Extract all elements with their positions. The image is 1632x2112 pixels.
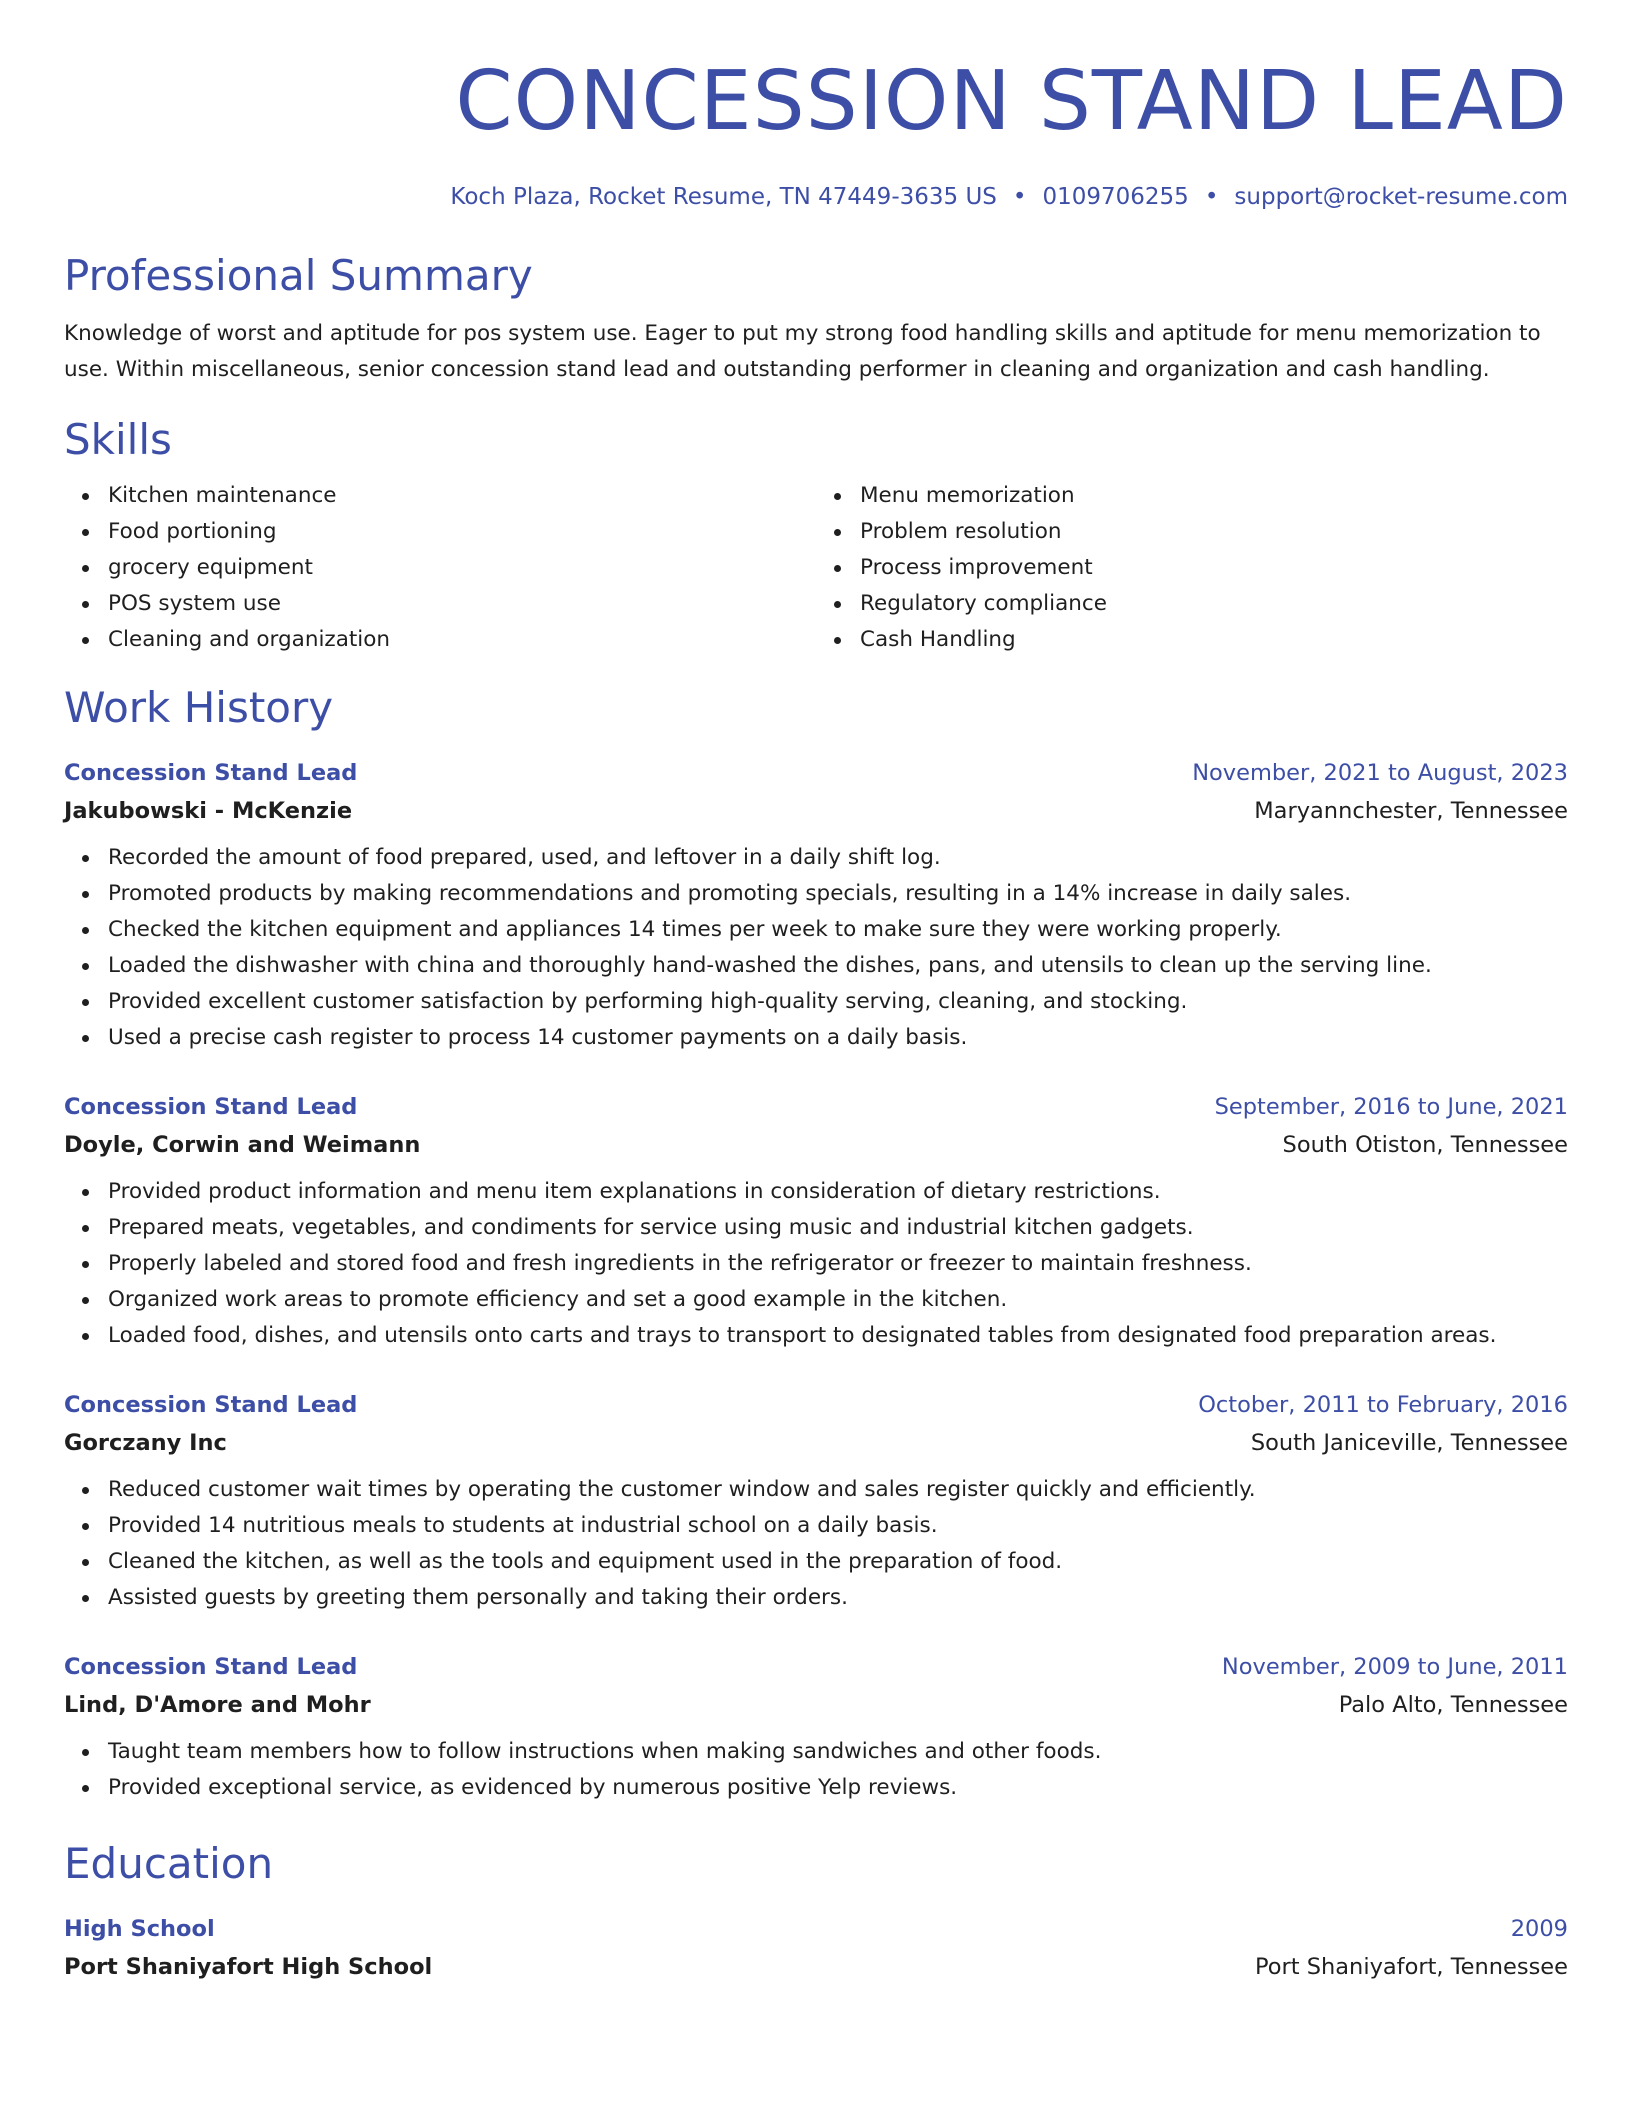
job-bullet: Organized work areas to promote efficiency and set a good example in the kitchen. <box>108 1282 1568 1318</box>
job-title: Concession Stand Lead <box>64 1654 358 1680</box>
job-employer-row <box>64 1424 1568 1462</box>
job-bullet: Provided 14 nutritious meals to students at industrial school on a daily basis. <box>108 1508 1568 1544</box>
job-bullet: Recorded the amount of food prepared, used, and leftover in a daily shift log. <box>108 840 1568 876</box>
job-bullet: Properly labeled and stored food and fresh ingredients in the refrigerator or freezer to maintain freshness. <box>108 1246 1568 1282</box>
job-bullet: Checked the kitchen equipment and appliances 14 times per week to make sure they were working properly. <box>108 912 1568 948</box>
employer-name: Gorczany Inc <box>64 1430 227 1456</box>
job-bullet: Provided exceptional service, as evidenced by numerous positive Yelp reviews. <box>108 1770 1568 1806</box>
job-bullet: Loaded food, dishes, and utensils onto carts and trays to transport to designated tables from designated food preparation areas. <box>108 1318 1568 1354</box>
job-title: Concession Stand Lead <box>64 760 358 786</box>
address: Koch Plaza, Rocket Resume, TN 47449-3635 US <box>450 184 997 210</box>
employer-name: Lind, D'Amore and Mohr <box>64 1692 371 1718</box>
skill-item: POS system use <box>108 586 816 622</box>
job-bullets <box>64 1174 1568 1354</box>
job-dates: November, 2021 to August, 2023 <box>1192 760 1568 786</box>
separator-dot: • <box>1204 184 1219 210</box>
separator-dot: • <box>1012 184 1027 210</box>
section-heading: Skills <box>64 415 172 464</box>
job-title-row <box>64 754 1568 792</box>
school-location: Port Shaniyafort, Tennessee <box>1254 1954 1568 1980</box>
job-entry <box>64 754 1568 1056</box>
skills-list-right <box>816 478 1568 658</box>
job-location: South Janiceville, Tennessee <box>1250 1430 1568 1456</box>
resume-header <box>64 0 1568 212</box>
education-degree-row <box>64 1910 1568 1948</box>
skill-item: Cleaning and organization <box>108 622 816 658</box>
employer-name: Jakubowski - McKenzie <box>64 798 353 824</box>
job-bullet: Loaded the dishwasher with china and thoroughly hand-washed the dishes, pans, and utensils to clean up the serving line. <box>108 948 1568 984</box>
skills-section <box>64 414 1568 658</box>
job-bullet: Reduced customer wait times by operating the customer window and sales register quickly and efficiently. <box>108 1472 1568 1508</box>
job-bullets <box>64 1734 1568 1806</box>
job-title: Concession Stand Lead <box>64 1392 358 1418</box>
work-history-section <box>64 682 1568 1806</box>
email-link[interactable]: support@rocket-resume.com <box>1234 184 1568 210</box>
graduation-year: 2009 <box>1510 1916 1568 1942</box>
job-location: Maryannchester, Tennessee <box>1254 798 1568 824</box>
job-bullets <box>64 1472 1568 1616</box>
employer-name: Doyle, Corwin and Weimann <box>64 1132 421 1158</box>
job-entry <box>64 1386 1568 1616</box>
skill-item: Cash Handling <box>860 622 1568 658</box>
job-title-row <box>64 1386 1568 1424</box>
school-name: Port Shaniyafort High School <box>64 1954 433 1980</box>
section-heading: Education <box>64 1839 274 1888</box>
job-bullet: Taught team members how to follow instructions when making sandwiches and other foods. <box>108 1734 1568 1770</box>
job-bullets <box>64 840 1568 1056</box>
summary-section <box>64 250 1568 388</box>
skill-item: Kitchen maintenance <box>108 478 816 514</box>
candidate-title: CONCESSION STAND LEAD <box>455 54 1568 149</box>
job-location: Palo Alto, Tennessee <box>1338 1692 1568 1718</box>
job-bullet: Assisted guests by greeting them personally and taking their orders. <box>108 1580 1568 1616</box>
summary-text: Knowledge of worst and aptitude for pos system use. Eager to put my strong food handling skills and aptitude for menu memorization to use. Within miscellaneous, senior concession stand lead and outstanding performer in cleaning and organization and cash handling. <box>64 321 1541 382</box>
skill-item: grocery equipment <box>108 550 816 586</box>
job-bullet: Cleaned the kitchen, as well as the tools and equipment used in the preparation of food. <box>108 1544 1568 1580</box>
job-location: South Otiston, Tennessee <box>1282 1132 1568 1158</box>
skill-item: Regulatory compliance <box>860 586 1568 622</box>
job-employer-row <box>64 1686 1568 1724</box>
skill-item: Problem resolution <box>860 514 1568 550</box>
section-heading: Work History <box>64 683 334 732</box>
skill-item: Menu memorization <box>860 478 1568 514</box>
skills-columns <box>64 478 1568 658</box>
job-entry <box>64 1088 1568 1354</box>
job-entry <box>64 1648 1568 1806</box>
skills-list-left <box>64 478 816 658</box>
job-bullet: Provided product information and menu item explanations in consideration of dietary restrictions. <box>108 1174 1568 1210</box>
section-heading: Professional Summary <box>64 251 533 300</box>
phone: 0109706255 <box>1042 184 1189 210</box>
job-title: Concession Stand Lead <box>64 1094 358 1120</box>
job-bullet: Provided excellent customer satisfaction by performing high-quality serving, cleaning, and stocking. <box>108 984 1568 1020</box>
skill-item: Food portioning <box>108 514 816 550</box>
job-dates: November, 2009 to June, 2011 <box>1221 1654 1568 1680</box>
degree: High School <box>64 1916 215 1942</box>
job-title-row <box>64 1088 1568 1126</box>
education-school-row <box>64 1948 1568 1986</box>
job-title-row <box>64 1648 1568 1686</box>
education-entry <box>64 1910 1568 1986</box>
job-employer-row <box>64 1126 1568 1164</box>
skill-item: Process improvement <box>860 550 1568 586</box>
job-bullet: Used a precise cash register to process 14 customer payments on a daily basis. <box>108 1020 1568 1056</box>
job-dates: September, 2016 to June, 2021 <box>1214 1094 1568 1120</box>
education-section <box>64 1838 1568 1986</box>
job-bullet: Prepared meats, vegetables, and condiments for service using music and industrial kitchen gadgets. <box>108 1210 1568 1246</box>
job-dates: October, 2011 to February, 2016 <box>1198 1392 1568 1418</box>
job-employer-row <box>64 792 1568 830</box>
contact-line <box>64 182 1568 212</box>
job-bullet: Promoted products by making recommendations and promoting specials, resulting in a 14% increase in daily sales. <box>108 876 1568 912</box>
